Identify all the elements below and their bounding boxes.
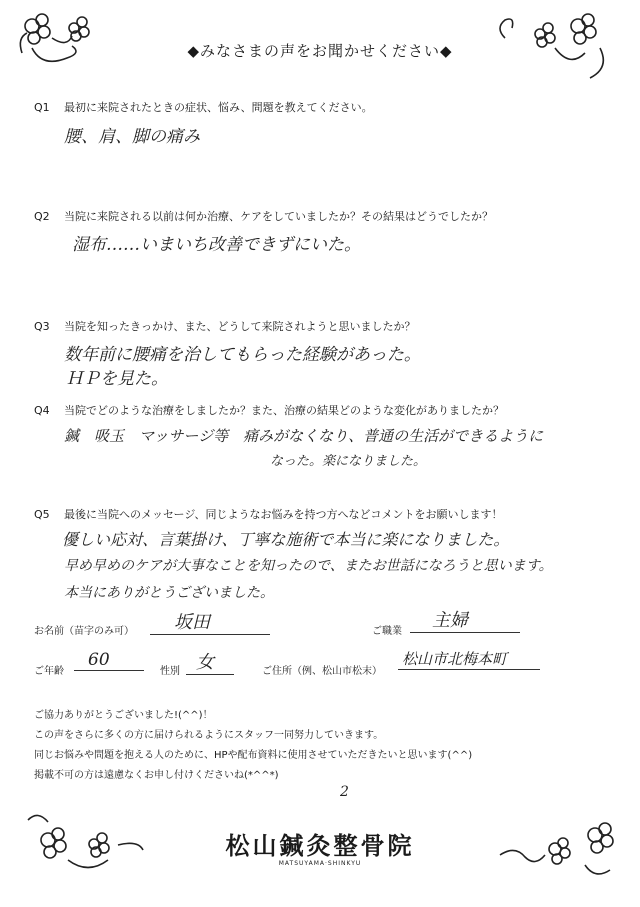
age-label: ご年齢	[34, 666, 64, 677]
answer-5-line-3: 本当にありがとうございました。	[64, 585, 274, 601]
page-number: 2	[340, 784, 349, 800]
answer-4-line-1: 鍼 吸玉 マッサージ等 痛みがなくなり、普通の生活ができるように	[64, 427, 544, 445]
answer-3-line-1: 数年前に腰痛を治してもらった経験があった。	[64, 345, 421, 365]
clinic-logo-subtitle: MATSUYAMA·SHINKYU	[278, 860, 362, 867]
question-text: 最後に当院へのメッセージ、同じようなお悩みを持つ方へなどコメントをお願いします！	[64, 508, 503, 521]
answer-2-line-1: 湿布……いまいち改善できずにいた。	[72, 235, 361, 255]
question-text: 当院に来院される以前は何か治療、ケアをしていましたか？その結果はどうでしたか？	[64, 210, 493, 223]
question-number: Q2	[34, 210, 50, 223]
question-1	[34, 99, 373, 115]
name-label: お名前（苗字のみ可）	[34, 626, 134, 637]
answer-4-line-2: なった。楽になりました。	[270, 454, 427, 469]
answer-5-line-1: 優しい応対、言葉掛け、丁寧な施術で本当に楽になりました。	[62, 530, 510, 549]
clinic-logo: 松山鍼灸整骨院	[225, 831, 415, 860]
question-text: 最初に来院されたときの症状、悩み、問題を教えてください。	[64, 101, 373, 114]
question-text: 当院でどのような治療をしましたか？また、治療の結果どのような変化がありましたか？	[64, 404, 504, 417]
question-number: Q4	[34, 404, 50, 417]
footer-line: 同じお悩みや問題を抱える人のために、HPや配布資料に使用させていただきたいと思います(^^)	[34, 750, 473, 761]
footer-notes	[34, 706, 614, 786]
age-value: 60	[74, 650, 144, 671]
answer-5-line-2: 早め早めのケアが大事なことを知ったので、またお世話になろうと思います。	[64, 558, 553, 574]
answer-3-line-2: ＨＰを見た。	[66, 369, 168, 389]
sex-label: 性別	[160, 666, 180, 677]
footer-line: 掲載不可の方は遠慮なくお申し付けくださいね(*^^*)	[34, 770, 279, 781]
question-5	[34, 506, 502, 522]
question-number: Q1	[34, 101, 50, 114]
question-number: Q5	[34, 508, 50, 521]
question-number: Q3	[34, 320, 50, 333]
name-value: 坂田	[150, 608, 270, 635]
answer-1-line-1: 腰、肩、脚の痛み	[64, 127, 200, 147]
question-2	[34, 208, 493, 224]
address-label: ご住所（例、松山市松末）	[262, 666, 382, 677]
address-value: 松山市北梅本町	[398, 648, 540, 670]
footer-line: この声をさらに多くの方に届けられるようにスタッフ一同努力していきます。	[34, 730, 384, 741]
page-title: ◆みなさまの声をお聞かせください◆	[187, 42, 453, 60]
job-value: 主婦	[410, 606, 520, 633]
question-4	[34, 402, 504, 418]
sex-value: 女	[186, 648, 234, 675]
footer-line: ご協力ありがとうございました!(^^)！	[34, 710, 213, 721]
question-text: 当院を知ったきっかけ、また、どうして来院されようと思いましたか？	[64, 320, 416, 333]
question-3	[34, 318, 416, 334]
job-label: ご職業	[372, 626, 402, 637]
